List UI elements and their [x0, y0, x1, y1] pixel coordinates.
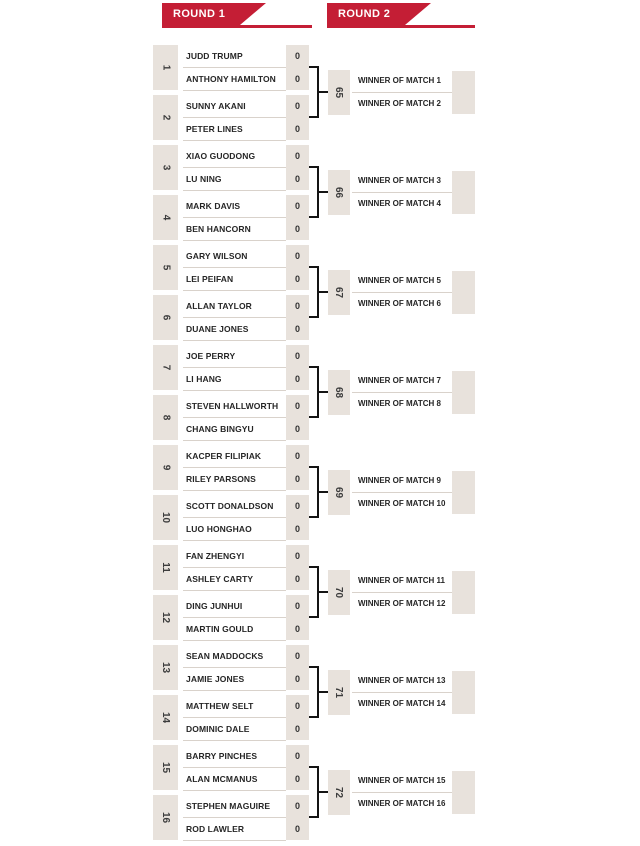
- player-name: CHANG BINGYU: [186, 424, 254, 434]
- player-row: [183, 645, 286, 668]
- match-number-label: 1: [160, 64, 171, 71]
- round2-match-number-label: 69: [333, 486, 345, 499]
- player-score: 0: [294, 723, 300, 734]
- player-name: BARRY PINCHES: [186, 751, 258, 761]
- player-name: ASHLEY CARTY: [186, 574, 254, 584]
- player-row: [183, 745, 286, 768]
- round2-match-number-box: [328, 670, 350, 715]
- player-score: 0: [294, 751, 300, 762]
- player-name: SUNNY AKANI: [186, 101, 246, 111]
- match-number-label: 16: [160, 811, 171, 824]
- player-name: STEVEN HALLWORTH: [186, 401, 279, 411]
- winner-row: [352, 393, 452, 415]
- winner-label: WINNER OF MATCH 14: [358, 699, 446, 708]
- player-name: KACPER FILIPIAK: [186, 451, 262, 461]
- player-name: ROD LAWLER: [186, 824, 245, 834]
- match-number-label: 11: [159, 562, 171, 573]
- player-score: 0: [294, 701, 300, 712]
- player-score: 0: [294, 773, 300, 784]
- player-row: [183, 318, 286, 341]
- winner-row: [352, 70, 452, 93]
- round2-match-number-label: 68: [333, 386, 345, 399]
- match-number-label: 14: [160, 711, 171, 724]
- winner-label: WINNER OF MATCH 4: [358, 199, 441, 208]
- player-score: 0: [294, 601, 300, 612]
- winner-row: [352, 593, 452, 615]
- player-score: 0: [294, 551, 300, 562]
- player-name: DOMINIC DALE: [186, 724, 250, 734]
- round2-entry-rows: [352, 770, 452, 815]
- player-row: [183, 445, 286, 468]
- bracket-pair: [0, 745, 640, 845]
- player-name: ALAN MCMANUS: [186, 774, 258, 784]
- player-score: 0: [294, 451, 300, 462]
- player-row: [183, 145, 286, 168]
- player-name: LI HANG: [186, 374, 222, 384]
- round2-match-block: [0, 670, 640, 715]
- round2-entry-rows: [352, 670, 452, 715]
- winner-row: [352, 370, 452, 393]
- round2-score-box: [452, 371, 475, 414]
- player-score: 0: [294, 101, 300, 112]
- match-number-label: 12: [160, 611, 171, 624]
- player-name: LEI PEIFAN: [186, 274, 234, 284]
- round2-match-number-label: 71: [333, 686, 345, 699]
- player-score: 0: [294, 673, 300, 684]
- match-number-label: 15: [160, 761, 171, 774]
- winner-label: WINNER OF MATCH 8: [358, 399, 441, 408]
- player-name: LU NING: [186, 174, 222, 184]
- player-name: GARY WILSON: [186, 251, 248, 261]
- winner-label: WINNER OF MATCH 3: [358, 176, 441, 185]
- round-1-title: ROUND 1: [173, 8, 226, 20]
- player-row: [183, 218, 286, 241]
- round2-entry-rows: [352, 470, 452, 515]
- round2-match-number-box: [328, 70, 350, 115]
- player-score: 0: [294, 51, 300, 62]
- player-score: 0: [294, 301, 300, 312]
- player-score: 0: [294, 651, 300, 662]
- player-row: [183, 618, 286, 641]
- match-number-label: 6: [160, 314, 171, 321]
- match-number-label: 10: [160, 511, 171, 524]
- winner-label: WINNER OF MATCH 7: [358, 376, 441, 385]
- round2-match-number-box: [328, 270, 350, 315]
- winner-row: [352, 693, 452, 715]
- round2-entry-rows: [352, 170, 452, 215]
- winner-row: [352, 670, 452, 693]
- round2-match-number-box: [328, 370, 350, 415]
- match-number-label: 8: [160, 414, 171, 421]
- bracket-pair: [0, 245, 640, 345]
- round2-entry-rows: [352, 570, 452, 615]
- round2-match-block: [0, 470, 640, 515]
- match-number-label: 5: [160, 264, 171, 271]
- winner-label: WINNER OF MATCH 5: [358, 276, 441, 285]
- player-name: JUDD TRUMP: [186, 51, 243, 61]
- match-number-label: 4: [160, 214, 171, 221]
- player-row: [183, 818, 286, 841]
- player-score: 0: [294, 73, 300, 84]
- match-number-label: 2: [160, 114, 171, 121]
- player-name: BEN HANCORN: [186, 224, 251, 234]
- player-row: [183, 545, 286, 568]
- winner-row: [352, 170, 452, 193]
- round2-match-number-label: 65: [333, 86, 345, 99]
- winner-row: [352, 93, 452, 115]
- round2-match-block: [0, 170, 640, 215]
- player-name: DUANE JONES: [186, 324, 249, 334]
- player-score: 0: [294, 423, 300, 434]
- round2-score-box: [452, 71, 475, 114]
- round-1-banner: [162, 3, 240, 25]
- bracket-pair: [0, 545, 640, 645]
- winner-label: WINNER OF MATCH 1: [358, 76, 441, 85]
- winner-label: WINNER OF MATCH 11: [358, 576, 445, 585]
- winner-label: WINNER OF MATCH 13: [358, 676, 446, 685]
- bracket-pair: [0, 145, 640, 245]
- winner-label: WINNER OF MATCH 16: [358, 799, 446, 808]
- winner-label: WINNER OF MATCH 12: [358, 599, 446, 608]
- player-score: 0: [294, 273, 300, 284]
- round2-score-box: [452, 571, 475, 614]
- player-score: 0: [294, 351, 300, 362]
- player-score: 0: [294, 401, 300, 412]
- winner-label: WINNER OF MATCH 9: [358, 476, 441, 485]
- player-score: 0: [294, 823, 300, 834]
- match-number-label: 13: [160, 661, 171, 674]
- player-score: 0: [294, 501, 300, 512]
- player-row: [183, 418, 286, 441]
- round2-match-number-label: 67: [333, 286, 345, 299]
- round2-score-box: [452, 171, 475, 214]
- match-number-label: 3: [160, 164, 171, 171]
- round-2-title: ROUND 2: [338, 8, 391, 20]
- round2-match-number-label: 66: [333, 186, 345, 199]
- player-row: [183, 518, 286, 541]
- bracket-pair: [0, 445, 640, 545]
- round2-score-box: [452, 771, 475, 814]
- winner-row: [352, 770, 452, 793]
- player-score: 0: [294, 251, 300, 262]
- player-name: MARK DAVIS: [186, 201, 241, 211]
- round2-match-block: [0, 370, 640, 415]
- winner-row: [352, 270, 452, 293]
- player-name: SCOTT DONALDSON: [186, 501, 274, 511]
- winner-label: WINNER OF MATCH 2: [358, 99, 441, 108]
- winner-row: [352, 493, 452, 515]
- round-2-banner-slant: [405, 3, 431, 25]
- player-row: [183, 718, 286, 741]
- player-name: PETER LINES: [186, 124, 243, 134]
- round-1-underline: [162, 25, 312, 28]
- player-name: XIAO GUODONG: [186, 151, 256, 161]
- match-number-label: 9: [160, 464, 171, 471]
- round2-entry-rows: [352, 370, 452, 415]
- player-name: MATTHEW SELT: [186, 701, 254, 711]
- player-name: ALLAN TAYLOR: [186, 301, 252, 311]
- player-score: 0: [294, 573, 300, 584]
- player-score: 0: [294, 373, 300, 384]
- player-name: JAMIE JONES: [186, 674, 245, 684]
- player-name: SEAN MADDOCKS: [186, 651, 264, 661]
- player-score: 0: [294, 473, 300, 484]
- player-score: 0: [294, 123, 300, 134]
- round2-score-box: [452, 671, 475, 714]
- player-score: 0: [294, 151, 300, 162]
- player-name: JOE PERRY: [186, 351, 236, 361]
- player-name: LUO HONGHAO: [186, 524, 252, 534]
- player-score: 0: [294, 173, 300, 184]
- round2-match-number-box: [328, 170, 350, 215]
- player-row: [183, 345, 286, 368]
- player-score: 0: [294, 323, 300, 334]
- round2-match-block: [0, 270, 640, 315]
- bracket-pair: [0, 345, 640, 445]
- round2-match-number-box: [328, 570, 350, 615]
- winner-label: WINNER OF MATCH 6: [358, 299, 441, 308]
- player-name: MARTIN GOULD: [186, 624, 254, 634]
- round2-match-number-box: [328, 470, 350, 515]
- winner-row: [352, 793, 452, 815]
- round2-entry-rows: [352, 270, 452, 315]
- round2-match-number-label: 72: [333, 786, 345, 799]
- winner-label: WINNER OF MATCH 15: [358, 776, 446, 785]
- player-name: STEPHEN MAGUIRE: [186, 801, 271, 811]
- round2-match-block: [0, 70, 640, 115]
- winner-row: [352, 293, 452, 315]
- player-row: [183, 45, 286, 68]
- round2-entry-rows: [352, 70, 452, 115]
- player-score: 0: [294, 801, 300, 812]
- winner-row: [352, 470, 452, 493]
- player-name: DING JUNHUI: [186, 601, 243, 611]
- winner-row: [352, 570, 452, 593]
- winner-row: [352, 193, 452, 215]
- player-row: [183, 245, 286, 268]
- round-2-underline: [327, 25, 475, 28]
- winner-label: WINNER OF MATCH 10: [358, 499, 446, 508]
- player-name: ANTHONY HAMILTON: [186, 74, 276, 84]
- player-score: 0: [294, 623, 300, 634]
- player-score: 0: [294, 201, 300, 212]
- player-name: FAN ZHENGYI: [186, 551, 245, 561]
- round2-match-block: [0, 570, 640, 615]
- bracket-pair: [0, 645, 640, 745]
- player-name: RILEY PARSONS: [186, 474, 256, 484]
- player-row: [183, 118, 286, 141]
- match-number-label: 7: [160, 364, 171, 371]
- round2-score-box: [452, 471, 475, 514]
- round2-match-number-box: [328, 770, 350, 815]
- bracket-pair: [0, 45, 640, 145]
- round-2-banner: [327, 3, 405, 25]
- round2-match-number-label: 70: [333, 586, 345, 599]
- player-score: 0: [294, 523, 300, 534]
- player-score: 0: [294, 223, 300, 234]
- round2-match-block: [0, 770, 640, 815]
- round2-score-box: [452, 271, 475, 314]
- round-1-banner-slant: [240, 3, 266, 25]
